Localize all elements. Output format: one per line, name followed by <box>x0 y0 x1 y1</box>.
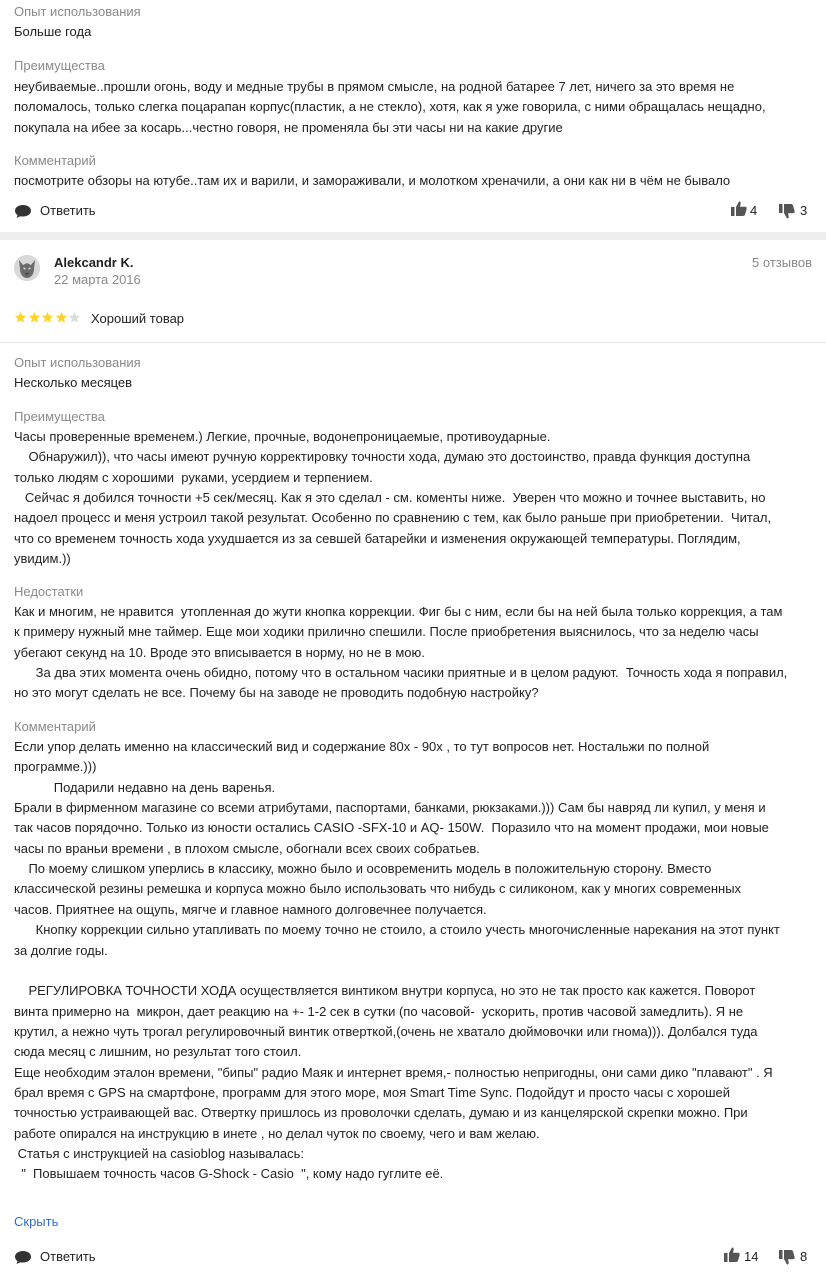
comment-label: Комментарий <box>14 153 96 168</box>
pros-line: надоел процесс и меня устроил такой результат. Особенно по сравнению с тем, как было раньше при приобретении. Читал, <box>14 510 772 526</box>
usage-label: Опыт использования <box>14 4 141 19</box>
star-filled-icon <box>41 311 54 324</box>
thumbs-up-icon <box>724 1247 740 1263</box>
comment-line: программе.))) <box>14 759 97 775</box>
comment-line: брал время с GPS на смартфоне, программ для этого море, моя Smart Time Sync. Подойдут и просто часы с хорошей <box>14 1084 731 1100</box>
divider <box>0 342 826 343</box>
pros-line: что со временем точность хода ухудшается из за севшей батарейки и изменения окружающей температуры. Поглядим, <box>14 530 741 546</box>
pros-line: Сейчас я добился точности +5 сек/месяц. Как я это сделал - см. коменты ниже. Уверен что можно и точнее выставить, но <box>14 489 766 505</box>
comment-line: По моему слишком уперлись в классику, можно было и осовременить модель в положительную сторону. Вместо <box>14 861 712 877</box>
comment-line: посмотрите обзоры на ютубе..там их и варили, и замораживали, и молотком хреначили, а они как ни в чём не бывало <box>14 173 731 188</box>
cons-line: Как и многим, не нравится утопленная до жути кнопка коррекции. Фиг бы с ним, если бы на ней была только коррекция, а там <box>14 604 783 619</box>
comment-label: Комментарий <box>14 719 96 734</box>
pros-line: неубиваемые..прошли огонь, воду и медные трубы в прямом смысле, на родной батарее 7 лет, ничего за это время не <box>14 79 735 94</box>
pros-line: только людям с хорошими руками, усердием и терпением. <box>14 469 373 485</box>
pros-line: покупала на ибее за косарь...честно говоря, не променяла бы эти часы ни на какие другие <box>14 120 563 135</box>
pros-label: Преимущества <box>14 409 105 424</box>
comment-line: классической резины ремешка и корпуса можно было использовать что нибудь с силиконом, как у многих современных <box>14 881 742 897</box>
comment-line: часов. Приятнее на ощупь, мягче и главное намного долговечнее получается. <box>14 901 487 917</box>
reply-label: Ответить <box>40 203 96 218</box>
dislike-count: 8 <box>800 1249 808 1264</box>
comment-line: крутил, а нежно чуть трогал регулировочный винтик отверткой,(очень не хватало дюймовочки или гнома))). Долбался туда <box>14 1023 758 1039</box>
comment-line: " Повышаем точность часов G-Shock - Casio ", кому надо гуглите её. <box>14 1166 444 1182</box>
comment-line: точностью устраивающей вас. Отвертку пришлось из проволочки сделать, думаю и из канцелярской скрепки можно. При <box>14 1105 748 1121</box>
thumbs-up-icon <box>731 201 747 217</box>
star-empty-icon <box>68 311 81 324</box>
usage-value: Больше года <box>14 24 92 39</box>
star-filled-icon <box>14 311 27 324</box>
dislike-count: 3 <box>800 203 808 218</box>
cons-label: Недостатки <box>14 584 84 599</box>
comment-line: часы по враньи времени , в плохом смысле, обогнали всех своих собратьев. <box>14 840 480 856</box>
thumbs-down-icon <box>779 203 795 219</box>
comment-line: так часов порядочно. Только из юности остались CASIO -SFX-10 и AQ- 150W. Поразило что на момент продажи, мои новые <box>14 820 769 836</box>
author-name[interactable]: Alekcandr K. <box>54 255 134 270</box>
pros-line: Часы проверенные временем.) Легкие, прочные, водонепроницаемые, противоударные. <box>14 429 551 444</box>
usage-value: Несколько месяцев <box>14 375 133 390</box>
review-separator <box>0 232 826 240</box>
comment-line: РЕГУЛИРОВКА ТОЧНОСТИ ХОДА осуществляется винтиком внутри корпуса, но это не так просто как кажется. Поворот <box>14 983 756 999</box>
like-count: 4 <box>750 203 758 218</box>
reply-label: Ответить <box>40 1249 96 1264</box>
author-reviews-count[interactable]: 5 отзывов <box>752 255 812 270</box>
pros-line: увидим.)) <box>14 550 71 566</box>
comment-line: Если упор делать именно на классический вид и содержание 80х - 90х , то тут вопросов нет. Ностальжи по полной <box>14 739 710 754</box>
cons-line: к примеру нужный мне таймер. Еще мои ходики прилично спешили. После приобретения выяснилось, что за неделю часы <box>14 624 759 640</box>
comment-line: Еще необходим эталон времени, "бипы" радио Маяк и интернет время,- полностью непригодны, они сами дико "плавают" . Я <box>14 1064 773 1080</box>
star-filled-icon <box>28 311 41 324</box>
star-filled-icon <box>55 311 68 324</box>
comment-line: Кнопку коррекции сильно утапливать по моему точно не стоило, а стоило учесть многочисленные нарекания на этот пункт <box>14 922 780 938</box>
cons-line: но это могут сделать не все. Почему бы на заводе не проводить подобную настройку? <box>14 685 539 701</box>
cons-line: убегают секунд на 10. Вроде это вписывается в норму, но не в мою. <box>14 644 425 660</box>
comment-line: Подарили недавно на день варенья. <box>14 779 276 795</box>
pros-line: Обнаружил)), что часы имеют ручную корректировку точности хода, думаю это достоинство, правда функция доступна <box>14 449 751 465</box>
comment-line: за долгие годы. <box>14 942 108 958</box>
comment-line: работе опирался на инструкцию в инете , но делал чуток по своему, чего и вам желаю. <box>14 1125 540 1141</box>
usage-label: Опыт использования <box>14 355 141 370</box>
thumbs-down-icon <box>779 1249 795 1265</box>
speech-bubble-icon <box>14 204 32 219</box>
avatar[interactable] <box>14 255 40 281</box>
hide-link[interactable]: Скрыть <box>14 1214 59 1229</box>
like-count: 14 <box>744 1249 759 1264</box>
speech-bubble-icon <box>14 1250 32 1265</box>
cons-line: За два этих момента очень обидно, потому что в остальном часики приятные и в целом радуют. Точность хода я поправил, <box>14 664 788 680</box>
rating-text: Хороший товар <box>91 311 185 326</box>
comment-line: винта примерно на микрон, дает реакцию на +- 1-2 сек в сутки (по часовой- ускорить, против часовой замедлить). Я не <box>14 1003 744 1019</box>
wolf-avatar-icon <box>14 255 40 281</box>
comment-line: Статья с инструкцией на casioblog называлась: <box>14 1146 305 1161</box>
comment-line: Брали в фирменном магазине со всеми атрибутами, паспортами, банками, рюкзаками.))) Сам бы навряд ли купил, у меня и <box>14 800 766 816</box>
pros-label: Преимущества <box>14 58 105 73</box>
review-date: 22 марта 2016 <box>54 272 141 287</box>
comment-line: сюда месяц с лишним, но результат того стоил. <box>14 1044 302 1060</box>
pros-line: поломалось, только слегка поцарапан корпус(пластик, а не стекло), хотя, как я уже говорила, с ними обращалась нещадно, <box>14 99 766 114</box>
